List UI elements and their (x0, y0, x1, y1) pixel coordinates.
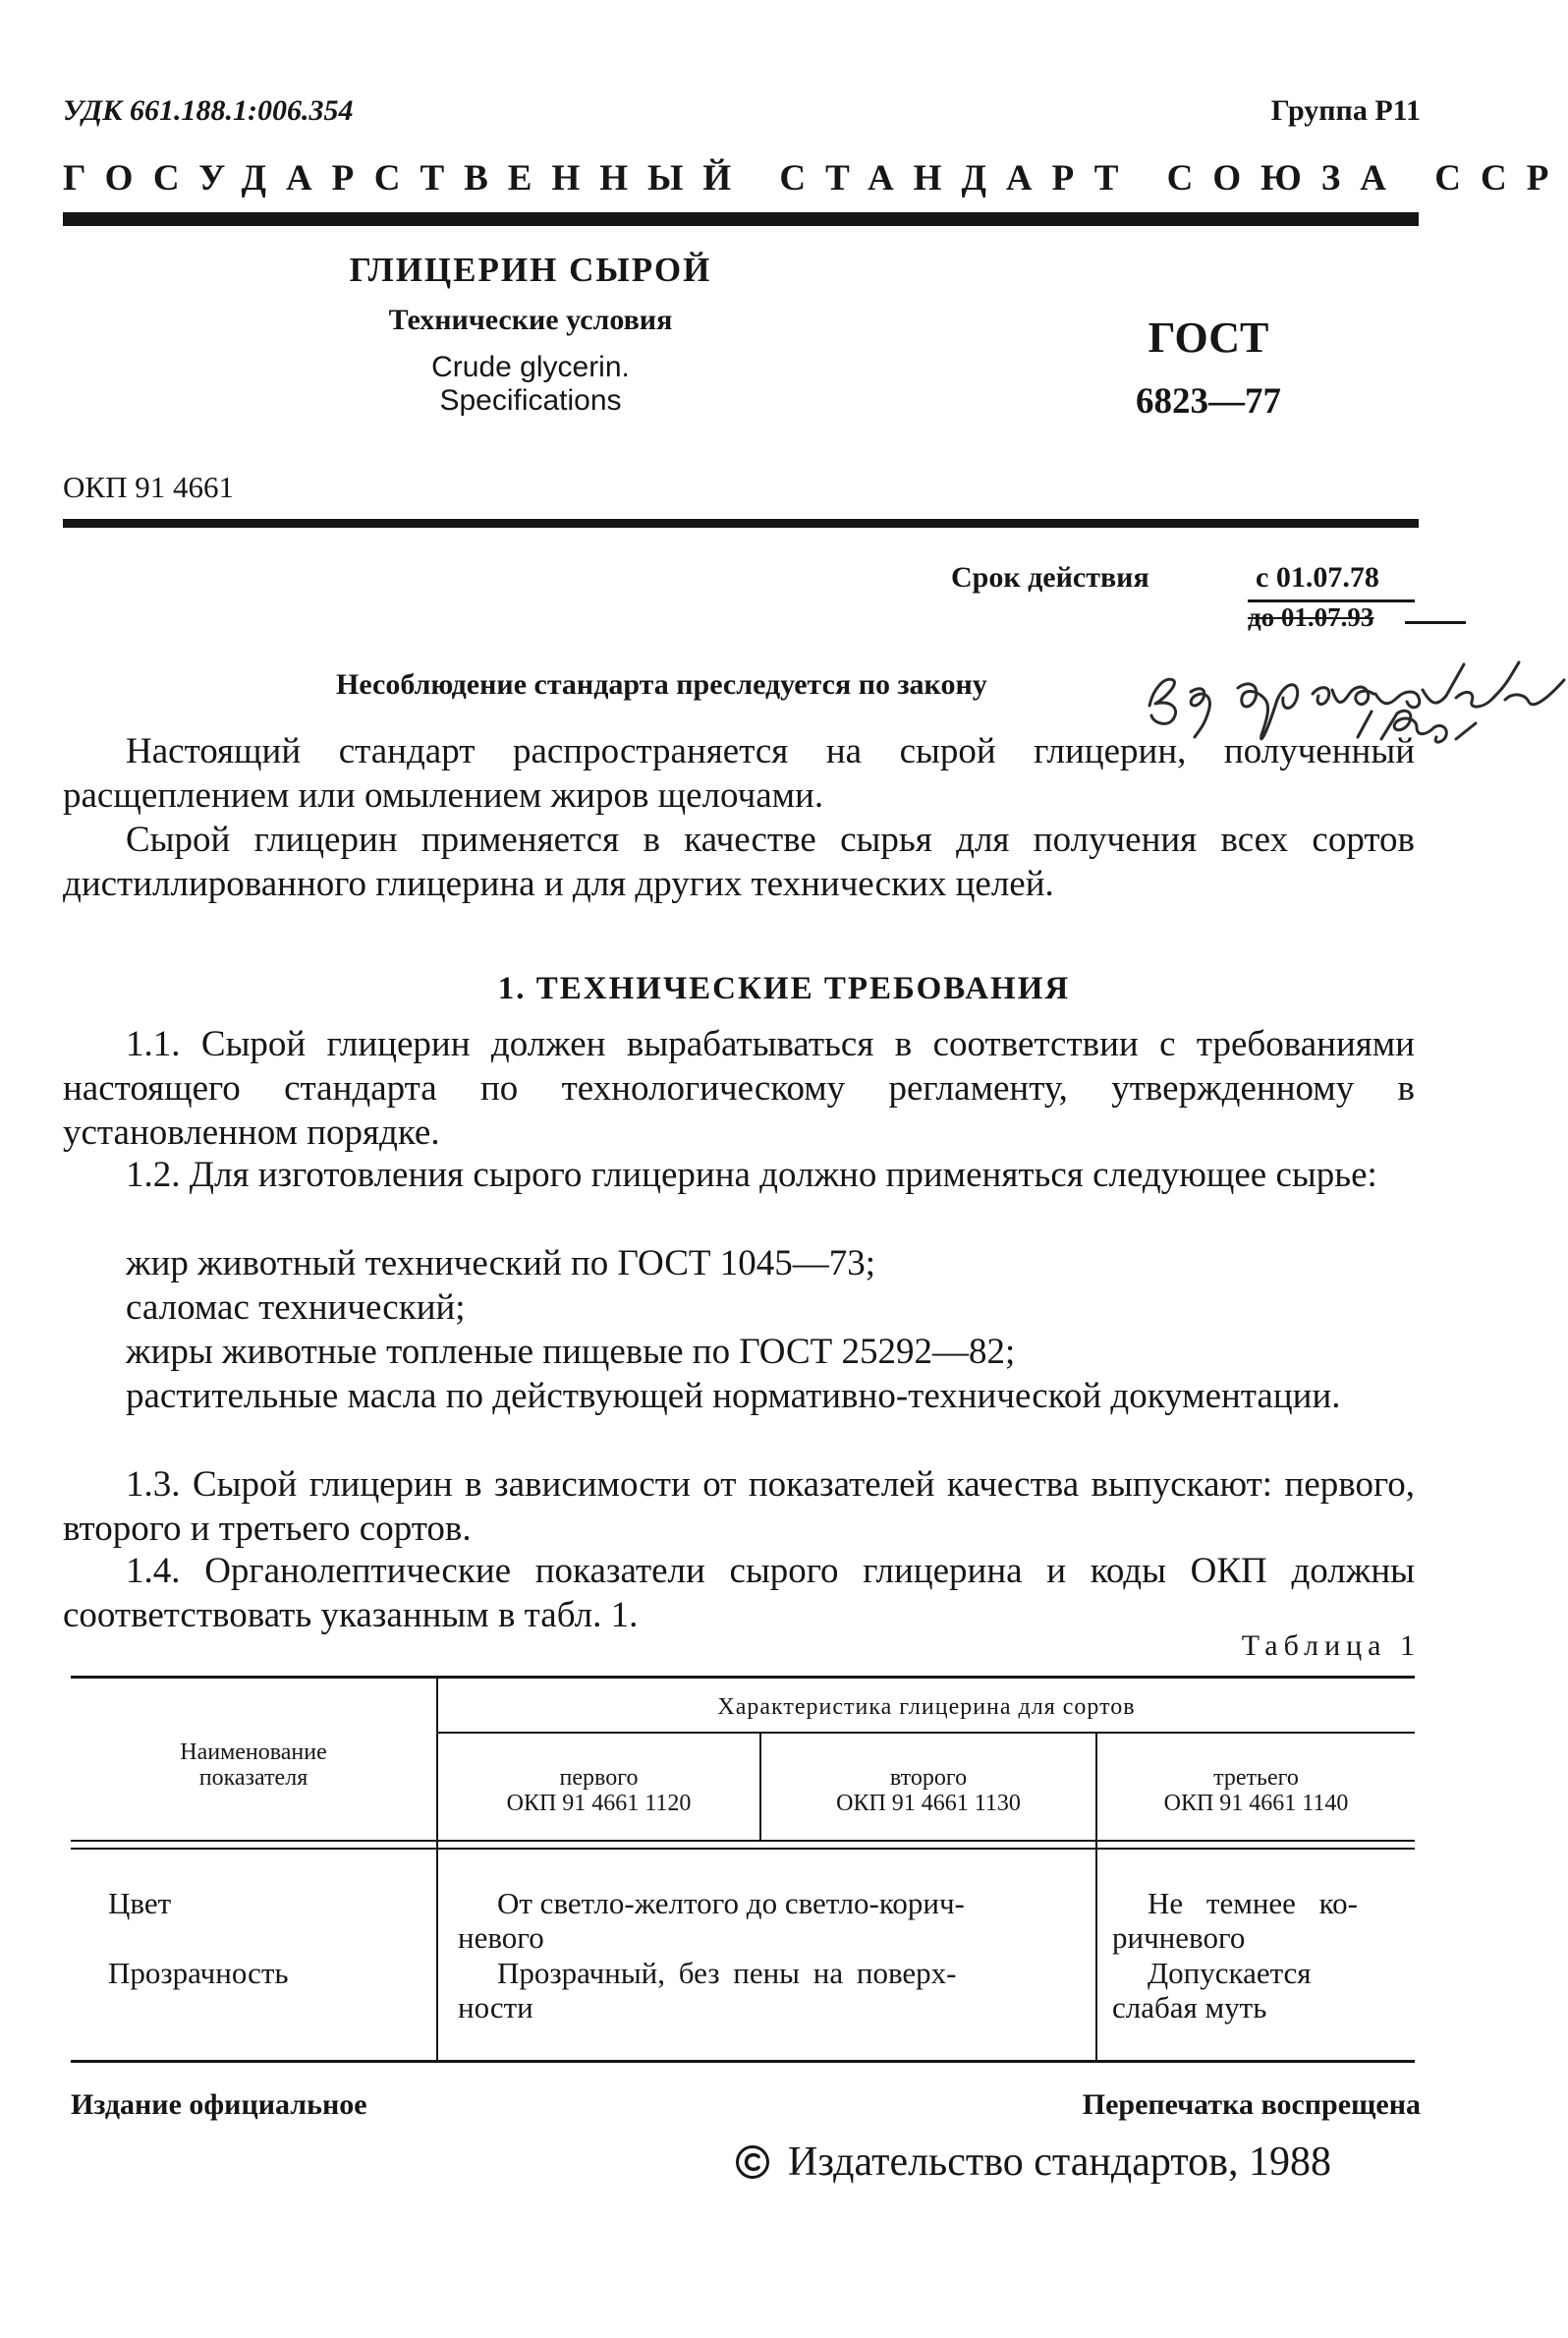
table-cell-grades-1-2: От светло-желтого до светло-корич- невого (458, 1886, 965, 1955)
clause-1-3-text: 1.3. Сырой глицерин в зависимости от показателей качества выпускают: первого, второго и третьего сортов. (63, 1464, 1415, 1549)
handwriting-stroke (1423, 662, 1564, 707)
table-header-rule (71, 1848, 1415, 1850)
raw-material-item: жир животный технический по ГОСТ 1045—73; (126, 1243, 875, 1283)
validity-from: с 01.07.78 (1256, 561, 1379, 594)
product-subtitle-english: Specifications (439, 384, 622, 417)
edition-note: Издание официальное (71, 2088, 367, 2121)
clause-1-4 (63, 1549, 1415, 1637)
copyright-icon (735, 2144, 770, 2180)
reprint-note: Перепечатка воспрещена (1082, 2088, 1421, 2121)
clause-1-1-text: 1.1. Сырой глицерин должен вырабатываться в соответствии с требованиями настоящего стандарта по технологическому регламенту, утвержденному в установленном порядке. (63, 1024, 1415, 1153)
table-group-header: Характеристика глицерина для сортов (717, 1694, 1136, 1720)
product-title: ГЛИЦЕРИН СЫРОЙ (349, 251, 712, 289)
clause-1-2-text: 1.2. Для изготовления сырого глицерина должно применяться следующее сырье: (126, 1155, 1377, 1195)
raw-material-item: саломас технический; (126, 1287, 466, 1328)
scope-paragraph (63, 729, 1415, 818)
table-cell-grades-1-2: Прозрачный, без пены на поверх- ности (458, 1956, 957, 2024)
table-header-grade-2: второго ОКП 91 4661 1130 (836, 1765, 1021, 1816)
product-subtitle: Технические условия (388, 304, 673, 336)
law-notice: Несоблюдение стандарта преследуется по закону (336, 668, 987, 701)
title-block (295, 251, 766, 418)
validity-label: Срок действия (951, 561, 1149, 594)
gost-block (1061, 313, 1356, 423)
udk-code: УДК 661.188.1:006.354 (63, 94, 354, 127)
table-bottom-rule (71, 2060, 1415, 2063)
table-col-divider (436, 1679, 438, 2060)
raw-material-item: растительные масла по действующей нормативно-технической документации. (126, 1376, 1341, 1416)
product-title-english: Crude glycerin. (431, 351, 630, 383)
state-standard-title: ГОСУДАРСТВЕННЫЙ СТАНДАРТ СОЮЗА ССР (63, 158, 1568, 199)
table-cell-grade-3: Не темнее ко- ричневого (1112, 1886, 1358, 1955)
table-cell-indicator: Прозрачность (108, 1956, 289, 1990)
title-thick-rule (63, 519, 1419, 528)
gost-label: ГОСТ (1148, 314, 1269, 362)
table-cell-indicator: Цвет (108, 1886, 172, 1920)
handwriting-stroke (1149, 679, 1176, 723)
table-header-rule (71, 1840, 1415, 1842)
validity-to-struck: до 01.07.93 (1248, 602, 1374, 632)
table-header-grade-3: третьего ОКП 91 4661 1140 (1163, 1765, 1349, 1816)
table-group-rule (436, 1732, 1415, 1734)
scope-text: Настоящий стандарт распространяется на сырой глицерин, полученный расщеплением или омылением жиров щелочами. (63, 731, 1415, 816)
clause-1-3 (63, 1462, 1415, 1551)
okp-code: ОКП 91 4661 (63, 470, 234, 504)
clause-1-1 (63, 1022, 1415, 1155)
use-paragraph (63, 818, 1415, 906)
raw-material-item: жиры животные топленые пищевые по ГОСТ 25292—82; (126, 1332, 1016, 1372)
clause-1-2 (63, 1153, 1415, 1197)
gost-number: 6823—77 (1136, 381, 1281, 422)
table-header-grade-1: первого ОКП 91 4661 1120 (506, 1765, 692, 1816)
table-cell-grade-3: Допускается слабая муть (1112, 1956, 1312, 2024)
clause-1-4-text: 1.4. Органолептические показатели сырого глицерина и коды ОКП должны соответствовать указанным в табл. 1. (63, 1551, 1415, 1635)
handwriting-stroke (1313, 687, 1420, 708)
validity-strike-tail (1405, 621, 1466, 624)
use-text: Сырой глицерин применяется в качестве сырья для получения всех сортов дистиллированного глицерина и для других технических целей. (63, 820, 1415, 904)
group-code: Группа Р11 (1270, 94, 1421, 127)
publisher-text: Издательство стандартов, 1988 (788, 2139, 1331, 2185)
table-top-rule (71, 1676, 1415, 1679)
table-header-indicator: Наименование показателя (180, 1739, 327, 1791)
publisher-line (735, 2138, 1331, 2186)
header-thick-rule (63, 212, 1419, 226)
table-label: Таблица 1 (1241, 1629, 1421, 1662)
section-heading: 1. ТЕХНИЧЕСКИЕ ТРЕБОВАНИЯ (497, 971, 1071, 1006)
